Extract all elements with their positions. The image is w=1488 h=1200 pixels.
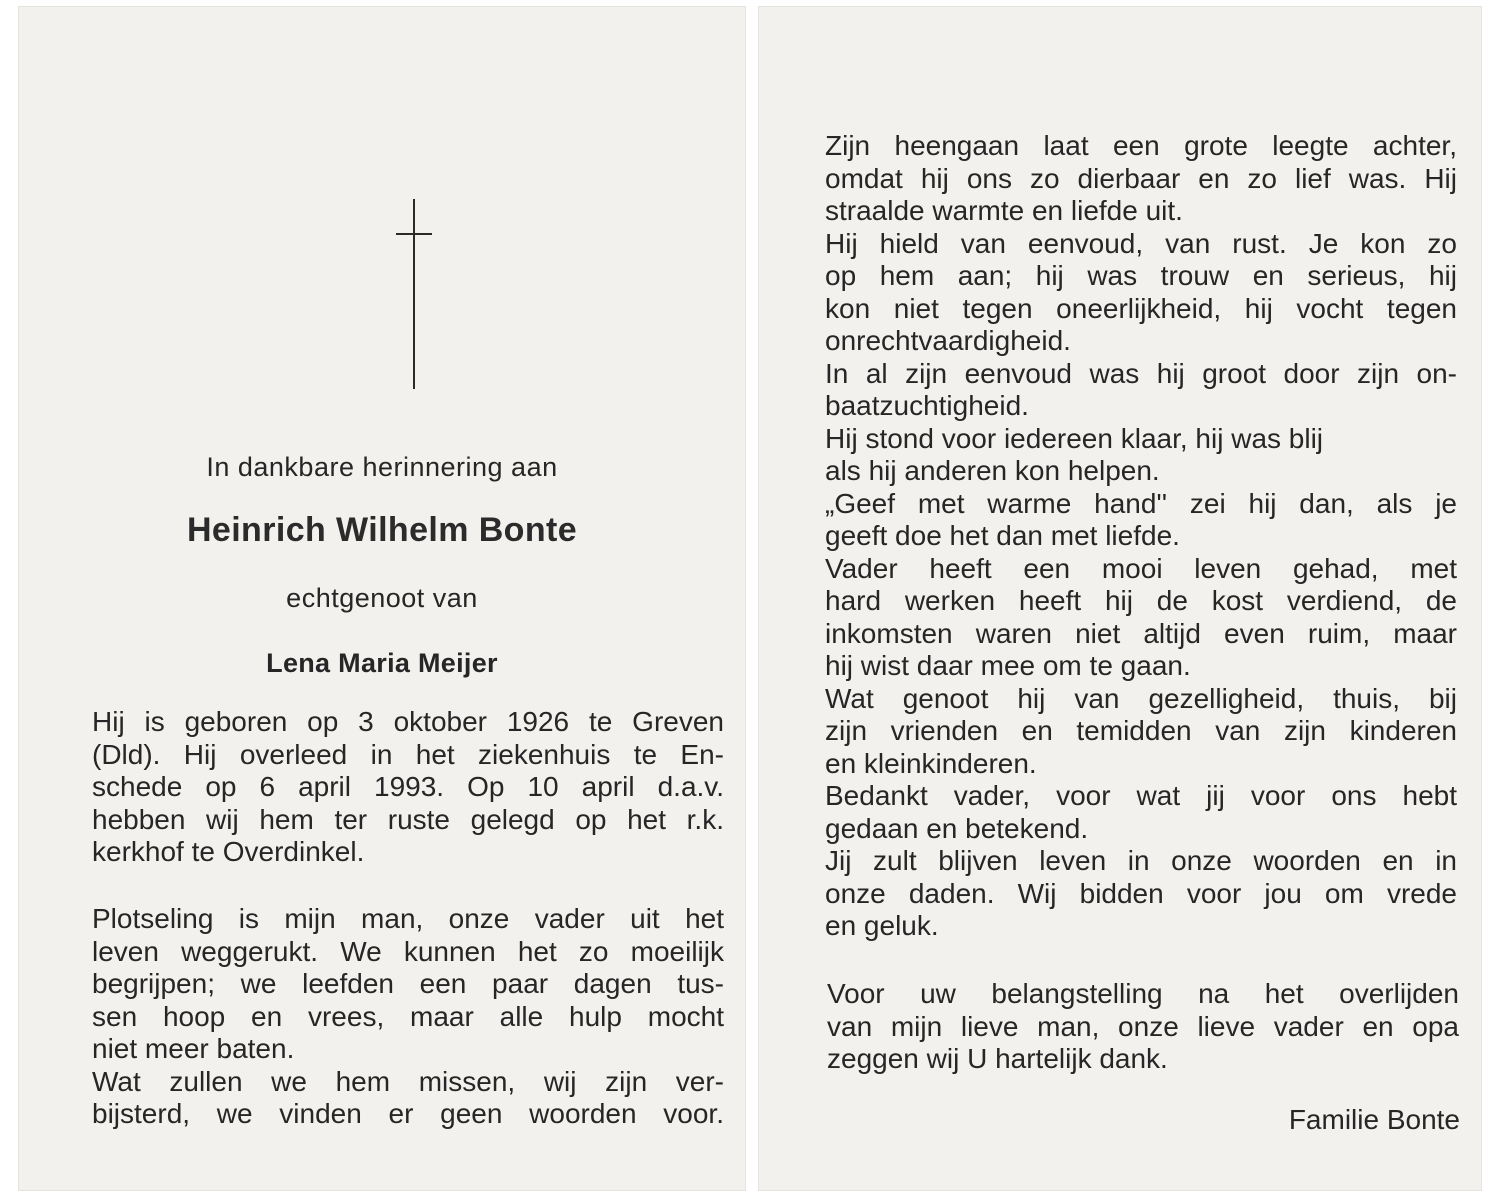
- text-line: kerkhof te Overdinkel.: [92, 836, 365, 867]
- text-line: op hem aan; hij was trouw en serieus, hij: [825, 260, 1457, 291]
- text-line: straalde warmte en liefde uit.: [825, 195, 1183, 226]
- cross-icon: [396, 199, 432, 389]
- thanks-paragraph: [827, 978, 1459, 1076]
- family-signature: Familie Bonte: [1288, 1104, 1460, 1135]
- text-line: Vader heeft een mooi leven gehad, met: [825, 552, 1457, 584]
- text-line: In al zijn eenvoud was hij groot door zijn on-: [825, 357, 1457, 389]
- text-line: bijsterd, we vinden er geen woorden voor.: [92, 1098, 724, 1129]
- text-line: baatzuchtigheid.: [825, 390, 1029, 421]
- text-line: Zijn heengaan laat een grote leegte achter,: [825, 130, 1457, 161]
- deceased-name: Heinrich Wilhelm Bonte: [186, 511, 578, 549]
- tribute-paragraph: [825, 130, 1457, 943]
- text-line: Plotseling is mijn man, onze vader uit het: [92, 903, 724, 934]
- text-line: Wat genoot hij van gezelligheid, thuis, bij: [825, 682, 1457, 714]
- text-line: inkomsten waren niet altijd even ruim, maar: [825, 617, 1457, 649]
- grief-paragraph: [92, 903, 724, 1131]
- text-line: onze daden. Wij bidden voor jou om vrede: [825, 877, 1457, 909]
- text-line: Wat zullen we hem missen, wij zijn ver-: [92, 1065, 724, 1097]
- text-line: zeggen wij U hartelijk dank.: [827, 1043, 1168, 1074]
- text-line: gedaan en betekend.: [825, 812, 1089, 844]
- text-line: Voor uw belangstelling na het overlijden: [827, 978, 1459, 1009]
- text-line: als hij anderen kon helpen.: [825, 455, 1160, 486]
- spouse-label: echtgenoot van: [286, 583, 478, 613]
- text-line: begrijpen; we leefden een paar dagen tus-: [92, 968, 724, 999]
- spouse-name: Lena Maria Meijer: [266, 648, 498, 678]
- text-line: van mijn lieve man, onze lieve vader en opa: [827, 1010, 1459, 1042]
- text-line: Bedankt vader, voor wat jij voor ons hebt: [825, 780, 1457, 811]
- text-line: hij wist daar mee om te gaan.: [825, 650, 1191, 681]
- text-line: Jij zult blijven leven in onze woorden en in: [825, 845, 1457, 876]
- text-line: geeft doe het dan met liefde.: [825, 520, 1180, 551]
- text-line: kon niet tegen oneerlijkheid, hij vocht tegen: [825, 292, 1457, 324]
- text-line: niet meer baten.: [92, 1033, 295, 1064]
- text-line: (Dld). Hij overleed in het ziekenhuis te En-: [92, 738, 724, 770]
- text-line: Hij is geboren op 3 oktober 1926 te Greven: [92, 706, 724, 737]
- text-line: en kleinkinderen.: [825, 747, 1037, 779]
- text-line: leven weggerukt. We kunnen het zo moeilijk: [92, 935, 724, 967]
- text-line: „Geef met warme hand'' zei hij dan, als je: [825, 487, 1457, 519]
- text-line: hard werken heeft hij de kost verdiend, de: [825, 585, 1457, 616]
- text-line: omdat hij ons zo dierbaar en zo lief was. Hij: [825, 162, 1457, 194]
- text-line: onrechtvaardigheid.: [825, 325, 1071, 356]
- dedication-line: In dankbare herinnering aan: [206, 452, 558, 482]
- text-line: sen hoop en vrees, maar alle hulp mocht: [92, 1000, 724, 1032]
- text-line: zijn vrienden en temidden van zijn kinderen: [825, 715, 1457, 746]
- text-line: en geluk.: [825, 910, 939, 941]
- text-line: Hij stond voor iedereen klaar, hij was blij: [825, 422, 1324, 454]
- text-line: hebben wij hem ter ruste gelegd op het r.k.: [92, 803, 724, 835]
- biography-paragraph: [92, 706, 724, 869]
- text-line: schede op 6 april 1993. Op 10 april d.a.v.: [92, 771, 724, 802]
- text-line: Hij hield van eenvoud, van rust. Je kon zo: [825, 227, 1457, 259]
